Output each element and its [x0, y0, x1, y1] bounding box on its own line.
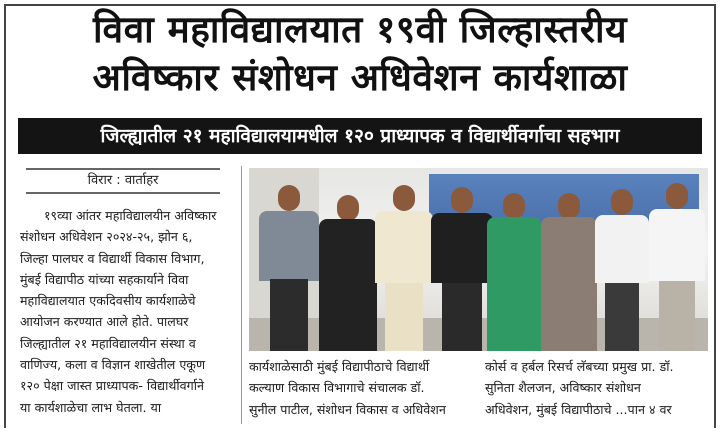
body-line: महाविद्यालयात एकदिवसीय कार्यशाळेचे — [20, 293, 196, 309]
left-border — [4, 4, 6, 428]
caption-line: अधिवेशन, मुंबई विद्यापीठाचे ...पान ४ वर — [485, 401, 672, 417]
caption-line: कल्याण विकास विभागाचे संचालक डॉ. — [249, 380, 425, 396]
headline — [10, 6, 710, 102]
caption-line: कार्यशाळेसाठी मुंबई विद्यापीठाचे विद्यार्थी — [249, 359, 430, 374]
dateline: विरार : वार्ताहर — [26, 168, 220, 194]
body-line: आयोजन करण्यात आले होते. पालघर — [20, 314, 189, 330]
photo-person — [431, 183, 493, 351]
photo-person — [487, 189, 541, 351]
body-line: संशोधन अधिवेशन २०२४-२५, झोन ६, — [20, 229, 193, 245]
event-photo — [249, 168, 708, 351]
photo-person — [649, 179, 705, 351]
right-border — [714, 4, 716, 428]
caption-line: सुनिता शैलजन, अविष्कार संशोधन — [485, 380, 641, 396]
photo-person — [595, 185, 649, 351]
photo-person — [375, 181, 433, 351]
caption-line: सुनील पाटील, संशोधन विकास व अधिवेशन — [249, 401, 446, 417]
article-body — [20, 205, 234, 418]
body-line: जिल्ह्यातील २१ महाविद्यालयीन संस्था व — [20, 335, 196, 351]
photo-person — [541, 189, 597, 351]
headline-line-2: अविष्कार संशोधन अधिवेशन कार्यशाळा — [92, 56, 628, 99]
caption-column-1 — [249, 356, 461, 420]
column-divider — [241, 166, 242, 424]
body-line: मुंबई विद्यापीठ यांच्या सहकार्याने विवा — [20, 271, 189, 287]
caption-column-2 — [485, 356, 705, 420]
caption-line: कोर्स व हर्बल रिसर्च लॅबच्या प्रमुख प्रा. डॉ. — [485, 359, 674, 374]
subheadline: जिल्ह्यातील २१ महाविद्यालयामधील १२० प्राध्यापक व विद्यार्थीवर्गाचा सहभाग — [18, 118, 702, 154]
headline-line-1: विवा महाविद्यालयात १९वी जिल्हास्तरीय — [92, 8, 628, 51]
body-line: १२० पेक्षा जास्त प्राध्यापक- विद्यार्थीवर्गाने — [20, 378, 204, 394]
body-line: १९व्या आंतर महाविद्यालयीन अविष्कार — [44, 208, 217, 223]
photo-person — [259, 181, 319, 351]
body-line: या कार्यशाळेचा लाभ घेतला. या — [20, 399, 162, 415]
body-line: वाणिज्य, कला व विज्ञान शाखेतील एकूण — [20, 357, 206, 373]
photo-person — [319, 191, 377, 351]
body-line: जिल्हा पालघर व विद्यार्थी विकास विभाग, — [20, 250, 205, 266]
